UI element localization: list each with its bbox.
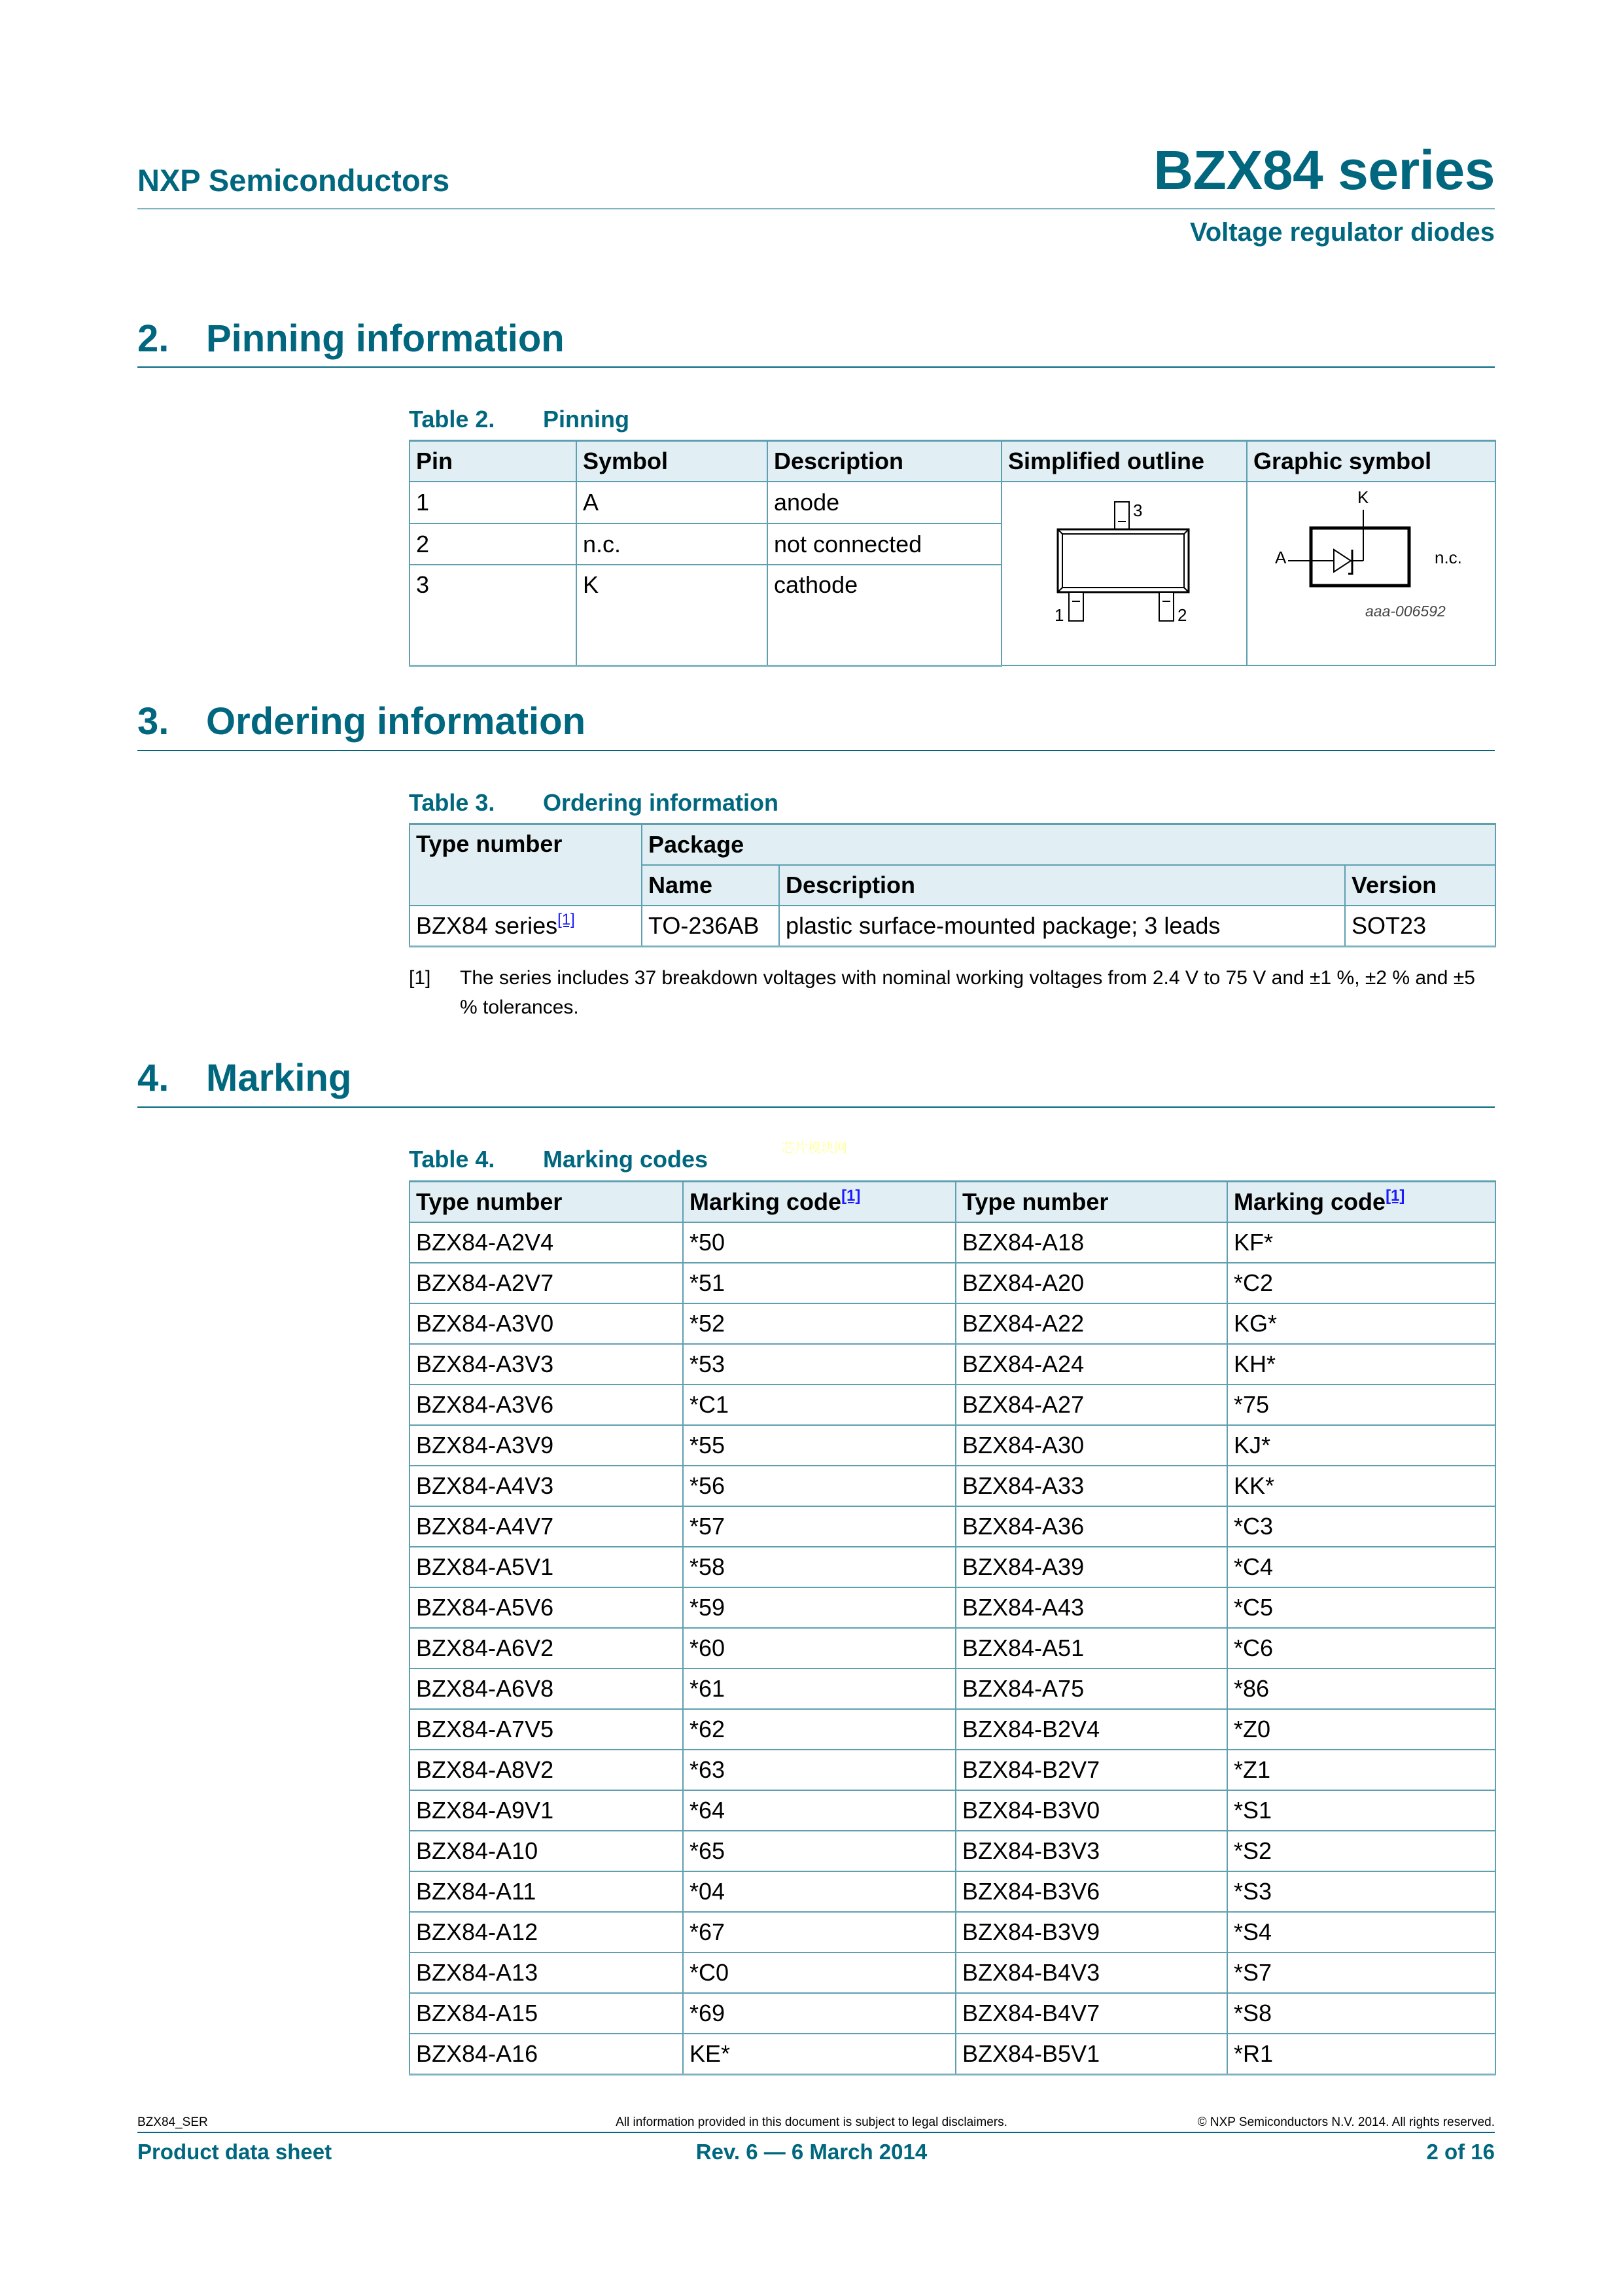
- cell-package-description: plastic surface-mounted package; 3 leads: [779, 906, 1345, 947]
- cell-marking-code: *59: [683, 1587, 956, 1628]
- column-header-description: Description: [767, 441, 1002, 482]
- cell-type-number: BZX84-A43: [956, 1587, 1227, 1628]
- footer-copyright: © NXP Semiconductors N.V. 2014. All rights reserved.: [1197, 2115, 1495, 2129]
- cell-package-name: TO-236AB: [642, 906, 779, 947]
- cell-type-number: BZX84-B4V7: [956, 1993, 1227, 2034]
- cell-type-number: BZX84-A4V7: [410, 1506, 683, 1547]
- table-row: [410, 1952, 1495, 1993]
- pin3-lead: [1115, 502, 1129, 529]
- cell-type-number: BZX84-A6V2: [410, 1628, 683, 1669]
- section-divider: [137, 1106, 1495, 1108]
- section-title: Pinning information: [206, 317, 565, 360]
- table-row: [410, 1993, 1495, 2034]
- cell-type-number: BZX84-A7V5: [410, 1709, 683, 1750]
- column-header-marking-code: [683, 1182, 956, 1223]
- table-number: Table 2.: [409, 406, 495, 433]
- footer-doc-type: Product data sheet: [137, 2140, 332, 2164]
- section-title: Marking: [206, 1057, 352, 1099]
- cell-marking-code: *S4: [1227, 1912, 1495, 1952]
- footer-divider: [137, 2132, 1495, 2133]
- diode-triangle-icon: [1334, 550, 1351, 572]
- table-row: [410, 1790, 1495, 1831]
- section-number: 4.: [137, 1057, 169, 1099]
- cell-marking-code: *51: [683, 1263, 956, 1303]
- cell-marking-code: *04: [683, 1871, 956, 1912]
- footer-page-number: 2 of 16: [1426, 2140, 1495, 2164]
- document-subtitle: Voltage regulator diodes: [1190, 218, 1495, 247]
- footnote-ref-link[interactable]: [1]: [841, 1187, 861, 1205]
- cell-type-number: BZX84-A3V6: [410, 1385, 683, 1425]
- watermark-text: 芯片模块网: [782, 1141, 847, 1156]
- cell-type-number: BZX84-A13: [410, 1952, 683, 1993]
- footnote-ref-link[interactable]: [1]: [557, 911, 575, 928]
- section-heading-pinning: [137, 317, 565, 361]
- table-number: Table 4.: [409, 1146, 495, 1173]
- cell-type-number: BZX84-A10: [410, 1831, 683, 1871]
- column-header-type-number: Type number: [956, 1182, 1227, 1223]
- cell-type-number: BZX84-A39: [956, 1547, 1227, 1587]
- cell-marking-code: *64: [683, 1790, 956, 1831]
- cell-type-number: BZX84-A2V4: [410, 1222, 683, 1263]
- cell-type-number: BZX84-B5V1: [956, 2034, 1227, 2075]
- cell-marking-code: *C1: [683, 1385, 956, 1425]
- cell-marking-code: *S2: [1227, 1831, 1495, 1871]
- table-row: [410, 1344, 1495, 1385]
- document-title: BZX84 series: [1153, 139, 1495, 201]
- cell-marking-code: *S7: [1227, 1952, 1495, 1993]
- footer-disclaimer: All information provided in this document is subject to legal disclaimers.: [616, 2115, 1007, 2129]
- cell-marking-code: *C5: [1227, 1587, 1495, 1628]
- cell-type-number: BZX84-A36: [956, 1506, 1227, 1547]
- cell-type-number: BZX84-A12: [410, 1912, 683, 1952]
- cell-type-number: BZX84-A30: [956, 1425, 1227, 1466]
- cell-type-number: BZX84-A11: [410, 1871, 683, 1912]
- column-header-package: Package: [642, 824, 1495, 866]
- cell-package-version: SOT23: [1345, 906, 1495, 947]
- cell-marking-code: *C3: [1227, 1506, 1495, 1547]
- cell-type-number: BZX84-A75: [956, 1669, 1227, 1709]
- cell-type-number: BZX84-B3V0: [956, 1790, 1227, 1831]
- table-row: [410, 1263, 1495, 1303]
- table-row: [410, 906, 1495, 947]
- pin1-lead: [1069, 592, 1083, 621]
- column-header-type-number: Type number: [410, 1182, 683, 1223]
- section-heading-marking: [137, 1056, 351, 1100]
- header-divider: [137, 208, 1495, 209]
- table-row: [410, 1871, 1495, 1912]
- pinning-table: [409, 440, 1496, 667]
- cell-marking-code: *R1: [1227, 2034, 1495, 2075]
- footer-revision: Rev. 6 — 6 March 2014: [695, 2140, 928, 2164]
- cell-type-number: BZX84-A5V6: [410, 1587, 683, 1628]
- cell-type-number: BZX84-A20: [956, 1263, 1227, 1303]
- cell-marking-code: KJ*: [1227, 1425, 1495, 1466]
- cell-type-number: BZX84-A3V9: [410, 1425, 683, 1466]
- column-header-version: Version: [1345, 865, 1495, 906]
- section-heading-ordering: [137, 699, 585, 743]
- table-row: [410, 1506, 1495, 1547]
- column-header-symbol: Symbol: [576, 441, 767, 482]
- cell-type-number: BZX84-A22: [956, 1303, 1227, 1344]
- column-header-simplified-outline: Simplified outline: [1002, 441, 1247, 482]
- table-row: [410, 1750, 1495, 1790]
- table-row: [410, 1385, 1495, 1425]
- cell-type-number: BZX84-A15: [410, 1993, 683, 2034]
- table-row: [410, 1587, 1495, 1628]
- cell-graphic-symbol: [1247, 482, 1495, 665]
- cell-pin: 3: [410, 565, 576, 665]
- nc-label: n.c.: [1435, 548, 1462, 567]
- cell-type-number: BZX84-A2V7: [410, 1263, 683, 1303]
- cell-marking-code: KH*: [1227, 1344, 1495, 1385]
- cell-description: anode: [767, 482, 1002, 523]
- footer-doc-id: BZX84_SER: [137, 2115, 208, 2129]
- cell-type-number: BZX84-A3V3: [410, 1344, 683, 1385]
- cell-marking-code: KK*: [1227, 1466, 1495, 1506]
- cell-type-number: BZX84-A6V8: [410, 1669, 683, 1709]
- column-header-graphic-symbol: Graphic symbol: [1247, 441, 1495, 482]
- cell-symbol: K: [576, 565, 767, 665]
- cell-pin: 2: [410, 523, 576, 565]
- cell-type-number: BZX84-A24: [956, 1344, 1227, 1385]
- footnote-ref-link[interactable]: [1]: [1386, 1187, 1405, 1205]
- cell-type-number: BZX84-A18: [956, 1222, 1227, 1263]
- cell-marking-code: *62: [683, 1709, 956, 1750]
- cell-marking-code: *Z0: [1227, 1709, 1495, 1750]
- company-name: NXP Semiconductors: [137, 163, 450, 198]
- table-row: [410, 2034, 1495, 2075]
- header-text: Marking code: [1234, 1188, 1386, 1215]
- cell-marking-code: *56: [683, 1466, 956, 1506]
- table-row: [410, 1425, 1495, 1466]
- table-title: Ordering information: [543, 789, 778, 816]
- cell-type-number: BZX84-B3V9: [956, 1912, 1227, 1952]
- cell-type-number: BZX84-A51: [956, 1628, 1227, 1669]
- package-outline: [1311, 528, 1409, 586]
- table-row: [410, 1547, 1495, 1587]
- column-header-pin: Pin: [410, 441, 576, 482]
- package-body: [1058, 529, 1189, 592]
- cell-type-number: BZX84-A9V1: [410, 1790, 683, 1831]
- cell-marking-code: *50: [683, 1222, 956, 1263]
- table-row: [410, 1222, 1495, 1263]
- cell-marking-code: *C0: [683, 1952, 956, 1993]
- pin2-label: 2: [1178, 605, 1187, 625]
- cell-marking-code: *C4: [1227, 1547, 1495, 1587]
- footnote-label: [1]: [409, 967, 431, 989]
- cell-marking-code: *S8: [1227, 1993, 1495, 2034]
- section-number: 2.: [137, 317, 169, 360]
- footnote-text: The series includes 37 breakdown voltages with nominal working voltages from 2.4 V to 75 V and ±1 %, ±2 % and ±5 % tolerances.: [460, 967, 1475, 1018]
- cell-pin: 1: [410, 482, 576, 523]
- cell-marking-code: *C6: [1227, 1628, 1495, 1669]
- ordering-table: [409, 823, 1496, 947]
- cell-marking-code: *57: [683, 1506, 956, 1547]
- cell-marking-code: *61: [683, 1669, 956, 1709]
- header-text: Marking code: [689, 1188, 842, 1215]
- table-caption-ordering: [409, 789, 778, 817]
- cell-type-number: BZX84-B2V7: [956, 1750, 1227, 1790]
- cell-marking-code: *53: [683, 1344, 956, 1385]
- cell-marking-code: *75: [1227, 1385, 1495, 1425]
- cell-marking-code: KE*: [683, 2034, 956, 2075]
- table-row: [410, 482, 1495, 523]
- table-footnote: [409, 963, 1495, 1022]
- cell-type-number: BZX84-A8V2: [410, 1750, 683, 1790]
- cell-marking-code: *65: [683, 1831, 956, 1871]
- cell-marking-code: KF*: [1227, 1222, 1495, 1263]
- cell-type-number: BZX84-B3V6: [956, 1871, 1227, 1912]
- cell-type-number: BZX84-B4V3: [956, 1952, 1227, 1993]
- drawing-id: aaa-006592: [1365, 603, 1446, 620]
- cell-symbol: n.c.: [576, 523, 767, 565]
- pin1-label: 1: [1055, 605, 1064, 625]
- column-header-type-number: Type number: [410, 824, 642, 906]
- cell-type-number: BZX84-A5V1: [410, 1547, 683, 1587]
- cell-type-number: BZX84-A4V3: [410, 1466, 683, 1506]
- cell-type-number: BZX84-A27: [956, 1385, 1227, 1425]
- table-header-row: [410, 1182, 1495, 1223]
- cell-marking-code: *63: [683, 1750, 956, 1790]
- cathode-label: K: [1357, 487, 1369, 507]
- section-title: Ordering information: [206, 700, 585, 743]
- table-header-row: [410, 441, 1495, 482]
- cell-symbol: A: [576, 482, 767, 523]
- cell-type-number: BZX84-A16: [410, 2034, 683, 2075]
- table-number: Table 3.: [409, 789, 495, 816]
- cell-simplified-outline: [1002, 482, 1247, 665]
- pin3-label: 3: [1133, 501, 1143, 520]
- cell-type-number: BZX84-A33: [956, 1466, 1227, 1506]
- table-row: [410, 1628, 1495, 1669]
- marking-table-body: [410, 1222, 1495, 2075]
- marking-codes-table: [409, 1180, 1496, 2075]
- table-row: [410, 1466, 1495, 1506]
- cell-type-number: BZX84-B2V4: [956, 1709, 1227, 1750]
- cell-marking-code: *86: [1227, 1669, 1495, 1709]
- cell-marking-code: KG*: [1227, 1303, 1495, 1344]
- cell-marking-code: *Z1: [1227, 1750, 1495, 1790]
- cell-type-number: BZX84-B3V3: [956, 1831, 1227, 1871]
- table-row: [410, 1303, 1495, 1344]
- cell-marking-code: *55: [683, 1425, 956, 1466]
- cell-marking-code: *52: [683, 1303, 956, 1344]
- cell-marking-code: *58: [683, 1547, 956, 1587]
- section-number: 3.: [137, 700, 169, 743]
- cell-type-number: [410, 906, 642, 947]
- column-header-marking-code: [1227, 1182, 1495, 1223]
- pin2-lead: [1159, 592, 1174, 621]
- table-title: Marking codes: [543, 1146, 708, 1173]
- cell-marking-code: *69: [683, 1993, 956, 2034]
- cell-marking-code: *S1: [1227, 1790, 1495, 1831]
- cell-marking-code: *60: [683, 1628, 956, 1669]
- zener-diode-symbol: [1248, 482, 1496, 659]
- cell-marking-code: *S3: [1227, 1871, 1495, 1912]
- cell-marking-code: *67: [683, 1912, 956, 1952]
- table-caption-marking: [409, 1146, 708, 1173]
- table-row: [410, 1709, 1495, 1750]
- sot23-outline-drawing: [1002, 482, 1248, 659]
- table-row: [410, 1669, 1495, 1709]
- cell-description: not connected: [767, 523, 1002, 565]
- anode-label: A: [1275, 548, 1287, 567]
- cell-description: cathode: [767, 565, 1002, 665]
- table-row: [410, 1912, 1495, 1952]
- section-divider: [137, 750, 1495, 751]
- column-header-name: Name: [642, 865, 779, 906]
- section-divider: [137, 366, 1495, 368]
- cell-type-number: BZX84-A3V0: [410, 1303, 683, 1344]
- type-number-text: BZX84 series: [416, 912, 558, 939]
- cell-marking-code: *C2: [1227, 1263, 1495, 1303]
- table-header-row: [410, 824, 1495, 866]
- table-title: Pinning: [543, 406, 629, 433]
- table-caption-pinning: [409, 406, 629, 433]
- column-header-description: Description: [779, 865, 1345, 906]
- table-row: [410, 1831, 1495, 1871]
